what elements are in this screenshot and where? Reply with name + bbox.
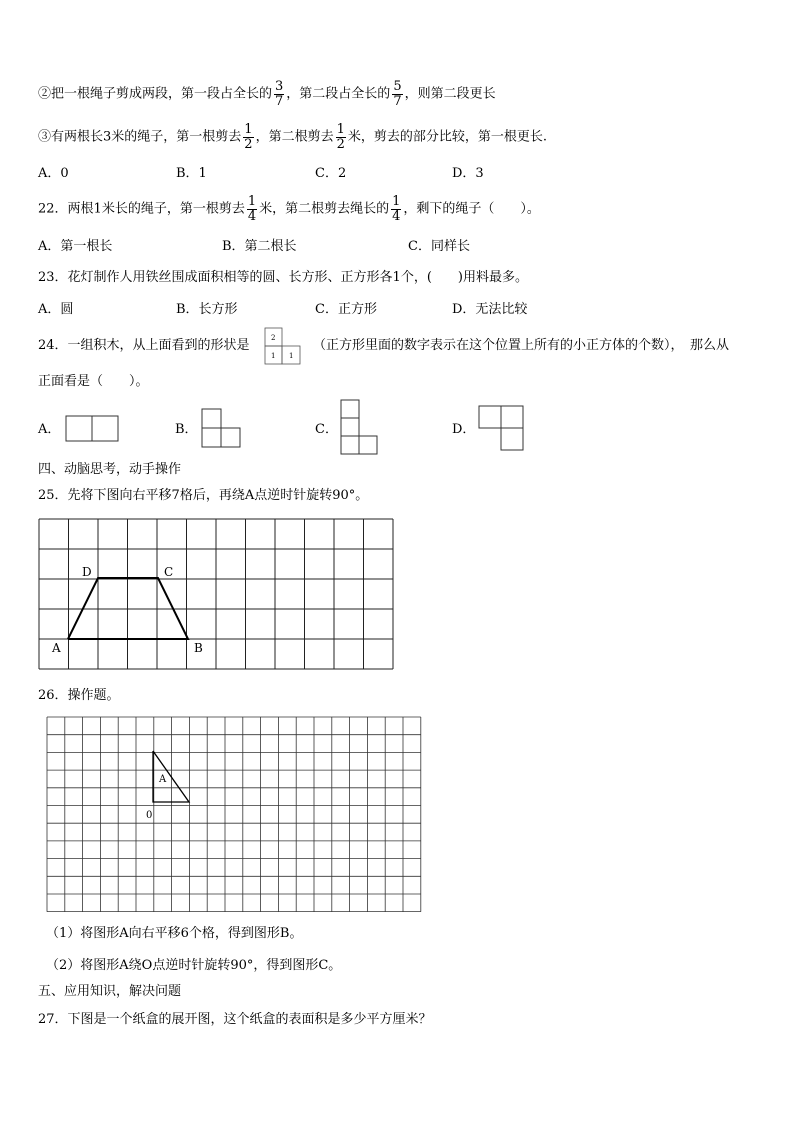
q22-option-a[interactable]: A．第一根长: [38, 239, 113, 254]
q24-option-d-figure[interactable]: [477, 405, 525, 451]
q24-option-c[interactable]: C．: [315, 422, 338, 437]
q26-label-a: A: [159, 774, 167, 785]
q25-grid-lines: [39, 519, 393, 669]
fraction: $\frac{5}{7}$: [393, 79, 402, 109]
q21-s2-post: ，则第二段更长: [404, 86, 496, 102]
q21-statement-2: [38, 80, 496, 109]
q24-option-d[interactable]: D．: [452, 422, 476, 437]
q24-top-view-figure: [264, 327, 304, 365]
fraction: $\frac{3}{7}$: [275, 79, 284, 109]
q21-s3-pre: ③有两根长3米的绳子，第一根剪去: [38, 129, 242, 145]
q26-grid-lines: [47, 717, 421, 912]
q21-s2-mid: ，第二段占全长的: [286, 86, 391, 102]
q25-label-b: B: [194, 641, 203, 655]
q22-stem: [38, 195, 540, 224]
q22-pre: 22．两根1米长的绳子，第一根剪去: [38, 201, 245, 217]
q21-option-a[interactable]: A．0: [38, 166, 69, 181]
q22-post: ，剩下的绳子（ ）。: [403, 201, 540, 217]
q23-option-c[interactable]: C．正方形: [315, 302, 377, 317]
top-view-number: 1: [289, 352, 294, 360]
top-view-number: 1: [271, 352, 276, 360]
q24-stem-pre: 24．一组积木，从上面看到的形状是: [38, 338, 250, 353]
top-view-number: 2: [271, 334, 276, 342]
q26-sub-1: （1）将图形A向右平移6个格，得到图形B。: [46, 926, 303, 941]
q24-option-b-figure[interactable]: [200, 408, 244, 448]
q21-s3-mid: ，第二根剪去: [255, 129, 334, 145]
q22-option-c[interactable]: C．同样长: [408, 239, 470, 254]
q26-stem: 26．操作题。: [38, 688, 120, 703]
q26-grid-figure: [46, 716, 426, 912]
q25-label-c: C: [164, 565, 174, 579]
fraction: $\frac{1}{4}$: [247, 194, 257, 224]
q23-option-d[interactable]: D．无法比较: [452, 302, 528, 317]
fraction: $\frac{1}{2}$: [336, 122, 345, 152]
q23-option-b[interactable]: B．长方形: [176, 302, 238, 317]
q25-grid-figure: [38, 518, 396, 672]
q22-mid: 米，第二根剪去绳长的: [259, 201, 390, 217]
q24-stem-line2: 正面看是（ ）。: [38, 374, 149, 389]
q21-statement-3: [38, 123, 547, 152]
fraction: $\frac{1}{2}$: [244, 122, 253, 152]
q25-stem: 25．先将下图向右平移7格后，再绕A点逆时针旋转90°。: [38, 488, 369, 503]
q21-option-b[interactable]: B．1: [176, 166, 207, 181]
q21-option-c[interactable]: C．2: [315, 166, 347, 181]
q27-stem: 27．下图是一个纸盒的展开图，这个纸盒的表面积是多少平方厘米？: [38, 1012, 432, 1027]
q24-option-b[interactable]: B．: [175, 422, 198, 437]
section-5-heading: 五、应用知识，解决问题: [38, 984, 182, 999]
q21-s3-post: 米，剪去的部分比较，第一根更长.: [347, 129, 547, 145]
q21-s2-pre: ②把一根绳子剪成两段，第一段占全长的: [38, 86, 273, 102]
q25-label-d: D: [82, 565, 92, 579]
q24-option-c-figure[interactable]: [338, 399, 380, 457]
section-4-heading: 四、动脑思考，动手操作: [38, 462, 182, 477]
q24-option-a-figure[interactable]: [64, 415, 120, 443]
fraction: $\frac{1}{4}$: [392, 194, 401, 224]
q26-label-o: 0: [146, 810, 153, 821]
q24-stem-post: （正方形里面的数字表示在这个位置上所有的小正方体的个数）， 那么从: [313, 338, 730, 353]
q23-option-a[interactable]: A．圆: [38, 302, 74, 317]
q26-sub-2: （2）将图形A绕O点逆时针旋转90°，得到图形C。: [46, 958, 342, 973]
q23-stem: 23．花灯制作人用铁丝围成面积相等的圆、长方形、正方形各1个，( )用料最多。: [38, 270, 528, 285]
q22-option-b[interactable]: B．第二根长: [222, 239, 297, 254]
q25-label-a: A: [52, 641, 61, 655]
q21-option-d[interactable]: D．3: [452, 166, 484, 181]
q24-option-a[interactable]: A．: [38, 422, 61, 437]
